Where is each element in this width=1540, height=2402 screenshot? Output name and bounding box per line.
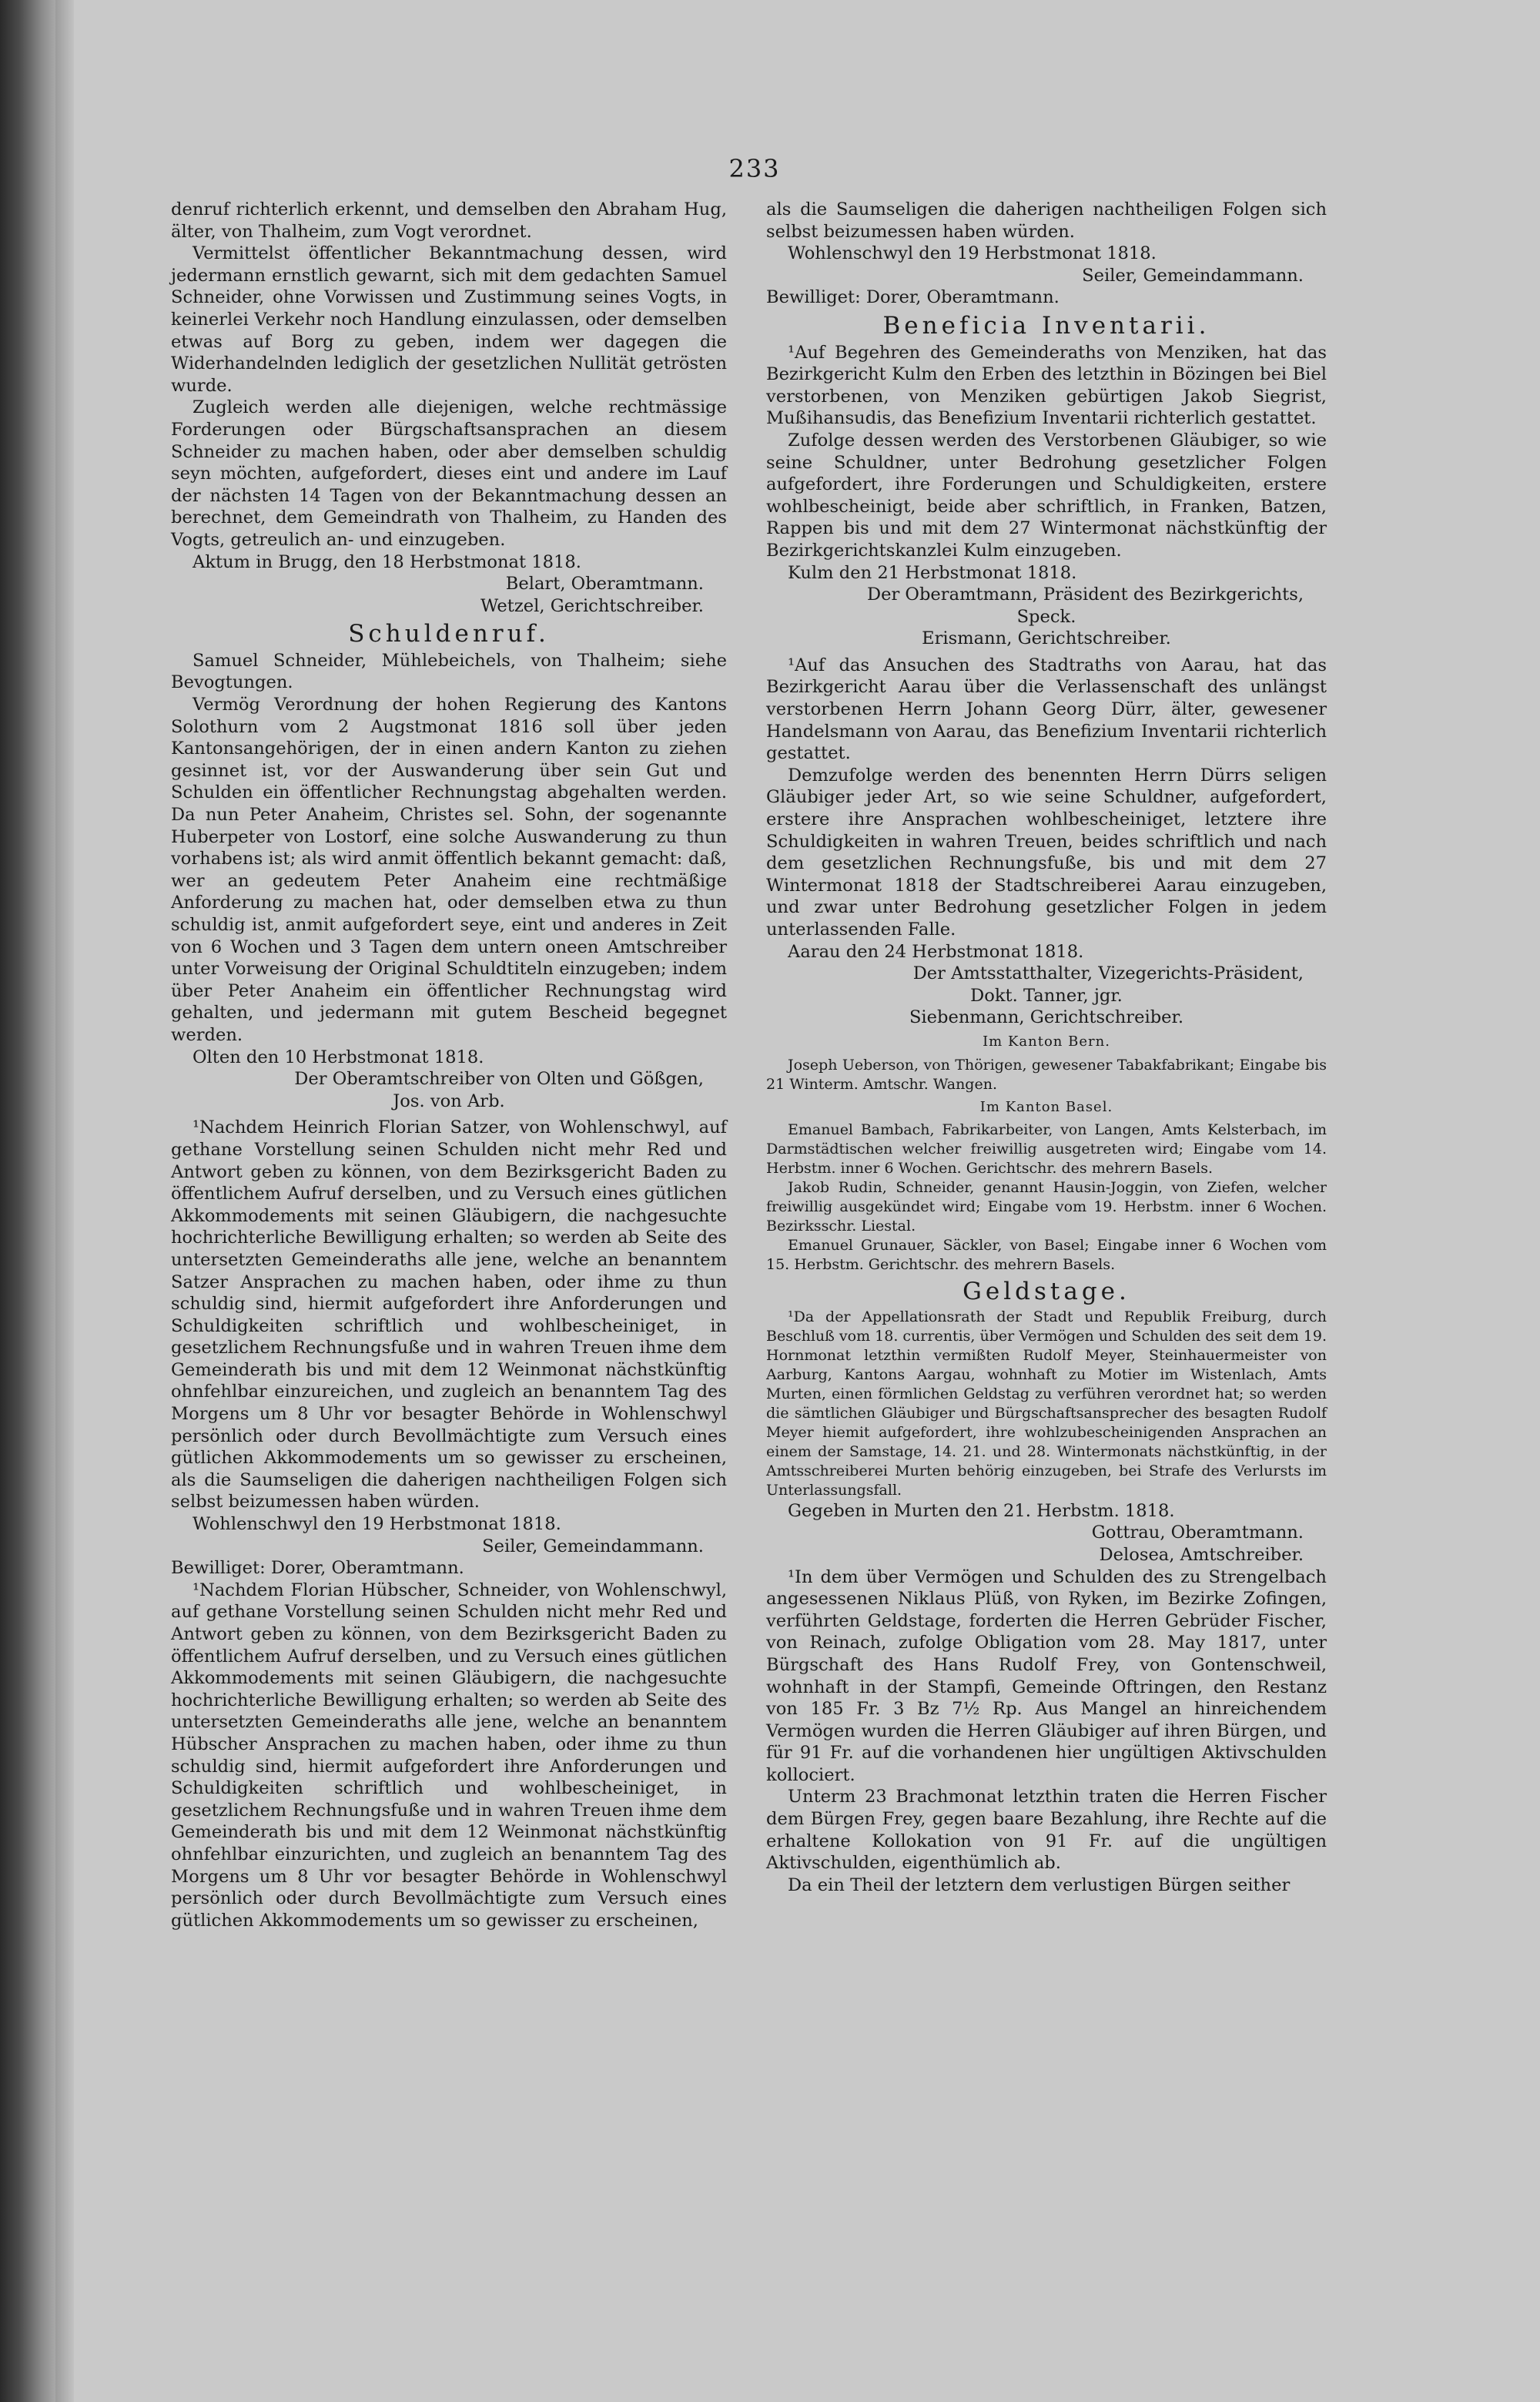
signature-line: Dokt. Tanner, jgr. <box>970 985 1123 1006</box>
signature-line: Seiler, Gemeindammann. <box>1082 265 1304 286</box>
paragraph: Demzufolge werden des benennten Herrn Dürrs seligen Gläubiger jeder Art, so wie seine Schuldner, aufgefordert, erstere ihre Ansprachen wohlbescheiniget, letztere ihre Schuldigkeiten in wahren Treuen, beides schriftlich und nach dem gesetzlichen Rechnungsfuße, bis und mit dem 27 Wintermonat 1818 der Stadtschreiberei Aarau einzugeben, und zwar unter Bedrohung gesetzlicher Folgen in jedem unterlassenden Falle. <box>766 765 1327 940</box>
paragraph: Emanuel Grunauer, Säckler, von Basel; Eingabe inner 6 Wochen vom 15. Herbstm. Gerichtschr. des mehrern Basels. <box>766 1237 1327 1274</box>
left-column <box>171 199 727 1931</box>
paragraph: Samuel Schneider, Mühlebeichels, von Thalheim; siehe Bevogtungen. <box>171 650 727 693</box>
signature-line: Siebenmann, Gerichtschreiber. <box>909 1007 1184 1028</box>
paragraph: Bewilliget: Dorer, Oberamtmann. <box>766 287 1060 308</box>
paragraph: ¹Da der Appellationsrath der Stadt und Republik Freiburg, durch Beschluß vom 18. currentis, über Vermögen und Schulden des seit dem 19. Hornmonat letzthin vermißten Rudolf Meyer, Steinhauermeister von Aarburg, Kantons Aargau, wohnhaft zu Motier im Wistenlach, Amts Murten, einen förmlichen Geldstag zu verführen verordnet hat; so werden die sämtlichen Gläubiger und Bürgschaftsansprecher des besagten Rudolf Meyer hiemit aufgefordert, ihre wohlzubescheinigenden Ansprachen an einem der Samstage, 14. 21. und 28. Wintermonats nächstkünftig, in der Amtsschreiberei Murten behörig einzugeben, bei Strafe des Verlursts im Unterlassungsfall. <box>766 1308 1327 1499</box>
date-line: Aarau den 24 Herbstmonat 1818. <box>788 941 1084 962</box>
paragraph: ¹Nachdem Florian Hübscher, Schneider, von Wohlenschwyl, auf gethane Vorstellung seinen Schulden nicht mehr Red und Antwort geben zu können, von dem Bezirksgericht Baden zu öffentlichem Aufruf derselben, und zu Versuch eines gütlichen Akkommodements mit seinen Gläubigern, die nachgesuchte hochrichterliche Bewilligung erhalten; so werden ab Seite des untersetzten Gemeinderaths alle jene, welche an benanntem Hübscher Ansprachen zu machen haben, oder ihme zu thun schuldig sind, hiermit aufgefordert ihre Anforderungen und Schuldigkeiten schriftlich und wohlbescheiniget, in gesetzlichem Rechnungsfuße und in wahren Treuen ihme dem Gemeinderath bis und mit dem 12 Weinmonat nächstkünftig ohnfehlbar einzurichten, und zugleich an benanntem Tag des Morgens um 8 Uhr vor besagter Behörde in Wohlenschwyl persönlich oder durch Bevollmächtigte zum Versuch eines gütlichen Akkommodements um so gewisser zu erscheinen, <box>171 1580 727 1931</box>
date-line: Aktum in Brugg, den 18 Herbstmonat 1818. <box>192 551 581 572</box>
paragraph: Bewilliget: Dorer, Oberamtmann. <box>171 1558 464 1579</box>
signature-line: Jos. von Arb. <box>393 1090 505 1111</box>
canton-subheading: Im Kanton Basel. <box>979 1098 1113 1115</box>
signature-line: Delosea, Amtschreiber. <box>1099 1544 1304 1565</box>
paragraph: ¹Auf Begehren des Gemeinderaths von Menziken, hat das Bezirkgericht Kulm den Erben des letzthin in Bözingen bei Biel verstorbenen, von Menziken gebürtigen Jakob Siegrist, Mußihansudis, das Benefizium Inventarii richterlich gestattet. <box>766 342 1327 429</box>
section-heading: Beneficia Inventarii. <box>882 311 1210 340</box>
date-line: Olten den 10 Herbstmonat 1818. <box>192 1047 484 1067</box>
signature-line: Wetzel, Gerichtschreiber. <box>480 595 704 616</box>
section-heading: Schuldenruf. <box>348 620 550 648</box>
signature-line: Belart, Oberamtmann. <box>505 574 704 595</box>
signature-line: Seiler, Gemeindammann. <box>482 1536 704 1556</box>
paragraph: Unterm 23 Brachmonat letzthin traten die Herren Fischer dem Bürgen Frey, gegen baare Bezahlung, ihre Rechte auf die erhaltene Kollokation von 91 Fr. auf die ungültigen Aktivschulden, eigenthümlich ab. <box>766 1787 1327 1874</box>
paragraph: ¹Nachdem Heinrich Florian Satzer, von Wohlenschwyl, auf gethane Vorstellung seinen Schulden nicht mehr Red und Antwort geben zu können, von dem Bezirksgericht Baden zu öffentlichem Aufruf derselben, und zu Versuch eines gütlichen Akkommodements mit seinen Gläubigern, die nachgesuchte hochrichterliche Bewilligung erhalten; so werden ab Seite des untersetzten Gemeinderaths alle jene, welche an benanntem Satzer Ansprachen zu machen haben, oder ihme zu thun schuldig sind, hiermit aufgefordert ihre Anforderungen und Schuldigkeiten schriftlich und wohlbescheiniget, in gesetzlichem Rechnungsfuße und in wahren Treuen ihme dem Gemeinderath bis und mit dem 12 Weinmonat nächstkünftig ohnfehlbar einzureichen, und zugleich an benanntem Tag des Morgens um 8 Uhr vor besagter Behörde in Wohlenschwyl persönlich oder durch Bevollmächtigte zum Versuch eines gütlichen Akkommodements um so gewisser zu erscheinen, als die Saumseligen die daherigen nachtheiligen Folgen sich selbst beizumessen haben würden. <box>171 1117 727 1513</box>
paragraph: als die Saumseligen die daherigen nachtheiligen Folgen sich selbst beizumessen haben würden. <box>766 199 1327 242</box>
book-binding <box>0 0 55 2402</box>
page-number: 233 <box>728 154 781 183</box>
paragraph: Da ein Theil der letztern dem verlustigen Bürgen seither <box>788 1874 1291 1895</box>
paragraph: Emanuel Bambach, Fabrikarbeiter, von Langen, Amts Kelsterbach, im Darmstädtischen welcher freiwillig ausgetreten wird; Eingabe vom 14. Herbstm. inner 6 Wochen. Gerichtschr. des mehrern Basels. <box>766 1121 1327 1178</box>
signature-line: Der Amtsstatthalter, Vizegerichts-Präsident, <box>912 963 1304 984</box>
date-line: Wohlenschwyl den 19 Herbstmonat 1818. <box>788 243 1157 264</box>
paragraph: Vermög Verordnung der hohen Regierung des Kantons Solothurn vom 2 Augstmonat 1816 soll über jeden Kantonsangehörigen, der in einen andern Kanton zu ziehen gesinnet ist, vor der Auswanderung über sein Gut und Schulden ein öffentlicher Rechnungstag abgehalten werden. Da nun Peter Anaheim, Christes sel. Sohn, der sogenannte Huberpeter von Lostorf, eine solche Auswanderung zu thun vorhabens ist; als wird anmit öffentlich bekannt gemacht: daß, wer an gedeutem Peter Anaheim eine rechtmäßige Anforderung zu machen hat, oder demselben etwa zu thun schuldig ist, anmit aufgefordert seye, eint und anderes in Zeit von 6 Wochen und 3 Tagen dem untern oneen Amtschreiber unter Vorweisung der Original Schuldtiteln einzugeben; indem über Peter Anaheim ein öffentlicher Rechnungstag wird gehalten, und jedermann mit gutem Bescheid begegnet werden. <box>171 695 727 1045</box>
signature-line: Der Oberamtschreiber von Olten und Gößgen, <box>294 1069 704 1090</box>
signature-line: Speck. <box>1016 606 1076 627</box>
date-line: Wohlenschwyl den 19 Herbstmonat 1818. <box>192 1514 561 1535</box>
paragraph: Zugleich werden alle diejenigen, welche rechtmässige Forderungen oder Bürgschaftsansprachen an diesem Schneider zu machen haben, oder aber demselben schuldig seyn möchten, aufgefordert, dieses eint und andere im Lauf der nächsten 14 Tagen von der Bekanntmachung dessen an berechnet, dem Gemeindrath von Thalheim, zu Handen des Vogts, getreulich an- und einzugeben. <box>171 397 727 550</box>
paragraph: Vermittelst öffentlicher Bekanntmachung dessen, wird jedermann ernstlich gewarnt, sich mit dem gedachten Samuel Schneider, ohne Vorwissen und Zustimmung seines Vogts, in keinerlei Verkehr noch Handlung einzulassen, oder demselben etwas auf Borg zu geben, indem wer dagegen die Widerhandelnden lediglich der gesetzlichen Nullität getrösten wurde. <box>171 243 727 396</box>
section-heading: Geldstage. <box>962 1278 1130 1306</box>
paragraph: Jakob Rudin, Schneider, genannt Hausin-Joggin, von Ziefen, welcher freiwillig ausgekündet wird; Eingabe vom 19. Herbstm. inner 6 Wochen. Bezirksschr. Liestal. <box>766 1179 1327 1235</box>
paragraph: Joseph Ueberson, von Thörigen, gewesener Tabakfabrikant; Eingabe bis 21 Winterm. Amtschr. Wangen. <box>766 1056 1327 1093</box>
date-line: Gegeben in Murten den 21. Herbstm. 1818. <box>788 1500 1175 1521</box>
paragraph: denruf richterlich erkennt, und demselben den Abraham Hug, älter, von Thalheim, zum Vogt verordnet. <box>171 199 727 242</box>
paragraph: ¹Auf das Ansuchen des Stadtraths von Aarau, hat das Bezirkgericht Aarau über die Verlassenschaft des unlängst verstorbenen Herrn Johann Georg Dürr, älter, gewesener Handelsmann von Aarau, das Benefizium Inventarii richterlich gestattet. <box>766 655 1327 764</box>
canton-subheading: Im Kanton Bern. <box>983 1033 1110 1050</box>
signature-line: Gottrau, Oberamtmann. <box>1091 1523 1304 1543</box>
page-edge <box>55 0 74 2402</box>
right-column <box>766 199 1327 1896</box>
signature-line: Erismann, Gerichtschreiber. <box>922 628 1171 649</box>
date-line: Kulm den 21 Herbstmonat 1818. <box>788 562 1077 583</box>
signature-line: Der Oberamtmann, Präsident des Bezirkgerichts, <box>866 585 1304 605</box>
paragraph: ¹In dem über Vermögen und Schulden des zu Strengelbach angesessenen Niklaus Plüß, von Ryken, im Bezirke Zofingen, verführten Geldstage, forderten die Herren Gebrüder Fischer, von Reinach, zufolge Obligation vom 28. May 1817, unter Bürgschaft des Hans Rudolf Frey, von Gontenschweil, wohnhaft in der Stampfi, Gemeinde Oftringen, den Restanz von 185 Fr. 3 Bz 7½ Rp. Aus Mangel an hinreichendem Vermögen wurden die Herren Gläubiger auf ihren Bürgen, und für 91 Fr. auf die vorhandenen hier ungültigen Aktivschulden kollociert. <box>766 1566 1327 1785</box>
paragraph: Zufolge dessen werden des Verstorbenen Gläubiger, so wie seine Schuldner, unter Bedrohung gesetzlicher Folgen aufgefordert, ihre Forderungen und Schuldigkeiten, erstere wohlbescheinigt, beide aber schriftlich, in Franken, Batzen, Rappen bis und mit dem 27 Wintermonat nächstkünftig der Bezirkgerichtskanzlei Kulm einzugeben. <box>766 430 1327 561</box>
